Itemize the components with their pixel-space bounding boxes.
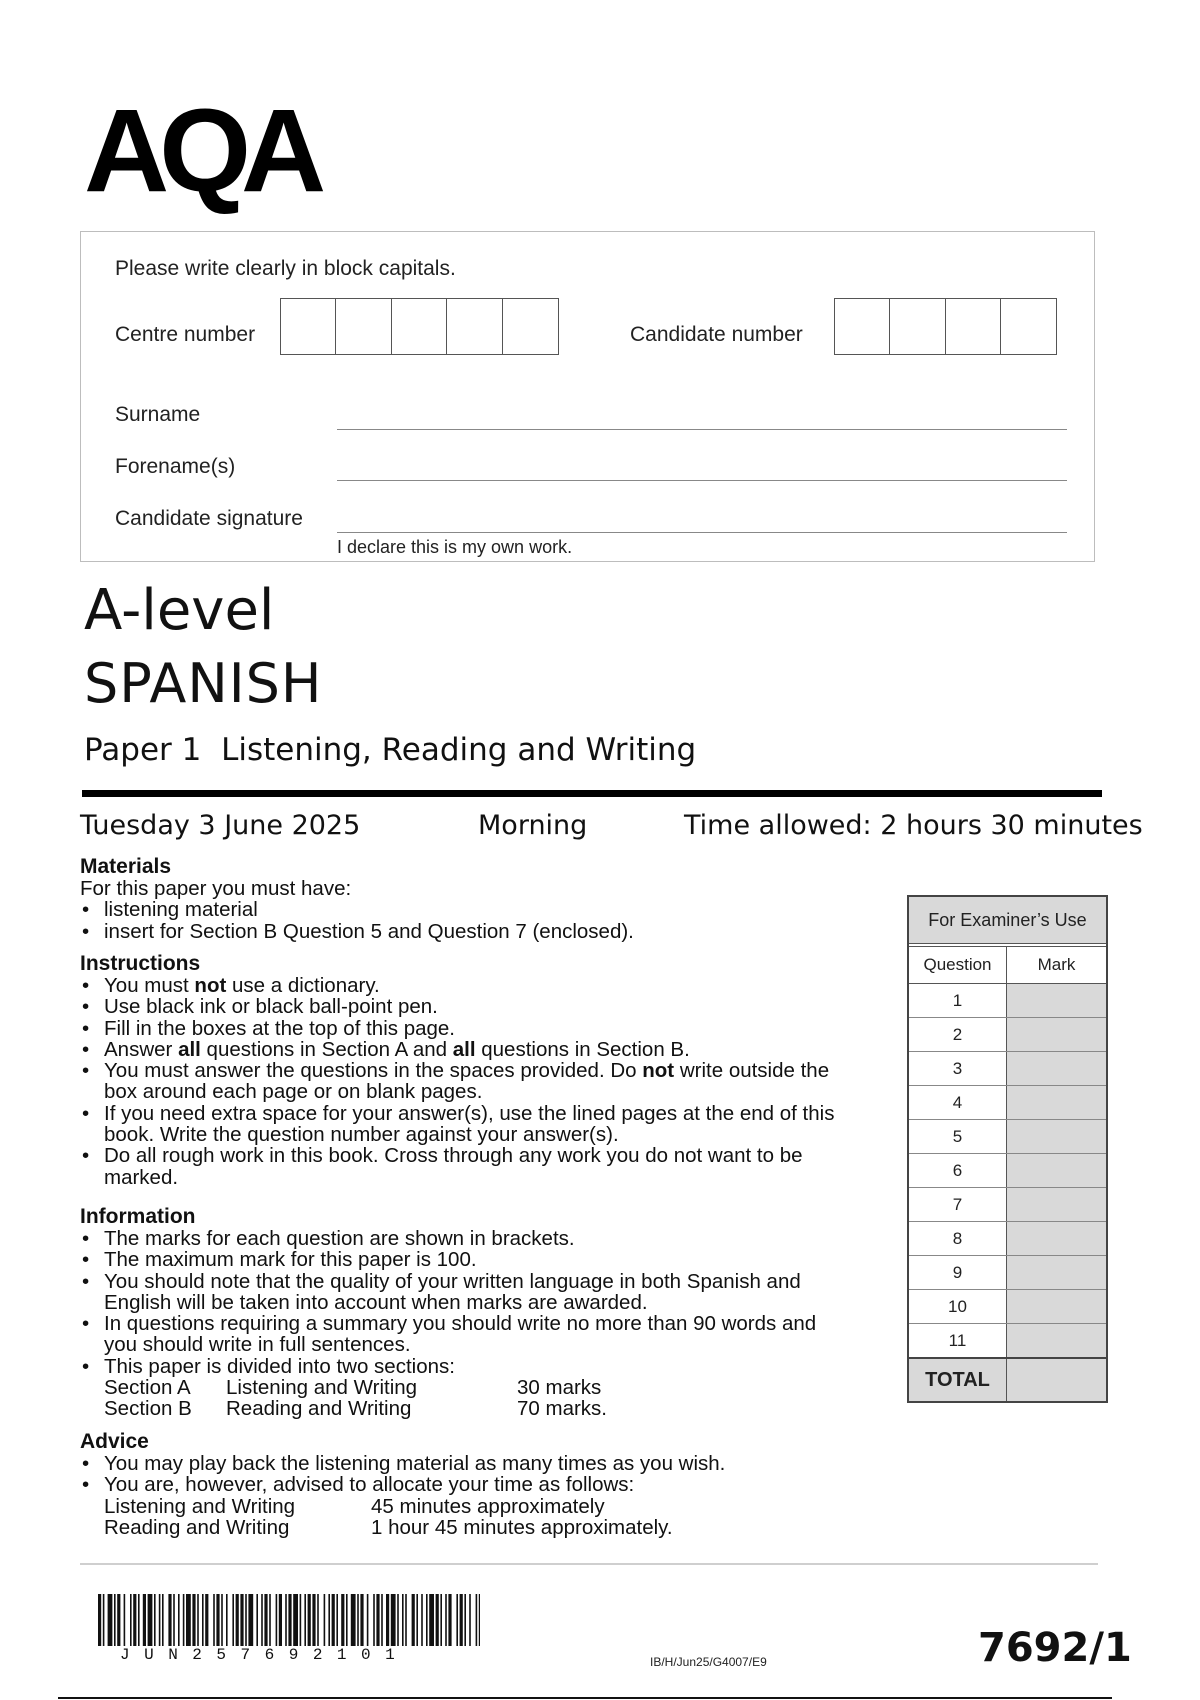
mark-cell (1007, 984, 1106, 1017)
materials-intro: For this paper you must have: (80, 877, 352, 900)
examiner-table-row: 10 (909, 1290, 1106, 1324)
page-bottom-rule (58, 1697, 1112, 1699)
instruction-item: • If you need extra space for your answer(s), use the lined pages at the end of this book. Write the question number against your answer(s). (80, 1103, 870, 1146)
information-item: • In questions requiring a summary you should write no more than 90 words and you should write in full sentences. (80, 1313, 870, 1356)
time-allowed: Time allowed: 2 hours 30 minutes (684, 810, 1143, 841)
surname-label: Surname (115, 403, 201, 426)
examiner-table-row: 2 (909, 1018, 1106, 1052)
materials-heading: Materials (80, 855, 172, 878)
mark-cell (1007, 1154, 1106, 1187)
paper-code: 7692/1 (978, 1625, 1132, 1671)
title-divider (82, 790, 1102, 797)
examiner-table-row: 1 (909, 984, 1106, 1018)
total-mark-cell (1007, 1359, 1106, 1401)
information-item: • The marks for each question are shown in brackets. (80, 1228, 870, 1249)
examiner-table-row: 11 (909, 1324, 1106, 1357)
forenames-label: Forename(s) (115, 455, 236, 478)
examiner-table-total-row (909, 1357, 1106, 1401)
instruction-item: • Do all rough work in this book. Cross through any work you do not want to be marked. (80, 1145, 870, 1188)
examiner-table-row: 5 (909, 1120, 1106, 1154)
signature-label: Candidate signature (115, 507, 303, 530)
centre-number-label: Centre number (115, 323, 256, 346)
signature-field[interactable] (337, 532, 1067, 533)
centre-number-digit-box[interactable] (280, 298, 337, 355)
examiner-table-row: 9 (909, 1256, 1106, 1290)
mark-column-header: Mark (1037, 955, 1076, 974)
section-breakdown-row: Section A Listening and Writing 30 marks (104, 1376, 602, 1400)
paper-title: Paper 1 Listening, Reading and Writing (84, 732, 697, 768)
candidate-number-label: Candidate number (630, 323, 803, 346)
mark-cell (1007, 1222, 1106, 1255)
centre-number-boxes (281, 298, 559, 355)
candidate-number-digit-box[interactable] (945, 298, 1002, 355)
time-allocation-row: Reading and Writing 1 hour 45 minutes approximately. (104, 1515, 673, 1539)
mark-cell (1007, 1188, 1106, 1221)
instruction-item: • Use black ink or black ball-point pen. (80, 996, 870, 1017)
information-item: • You should note that the quality of your written language in both Spanish and English will be taken into account when marks are awarded. (80, 1271, 870, 1314)
mark-cell (1007, 1018, 1106, 1051)
centre-number-digit-box[interactable] (502, 298, 559, 355)
mark-cell (1007, 1324, 1106, 1357)
instruction-item: • You must not use a dictionary. (80, 975, 870, 996)
time-allocation-row: Listening and Writing 45 minutes approximately (104, 1494, 605, 1518)
aqa-logo: AQA (84, 85, 317, 217)
exam-session: Morning (478, 810, 588, 841)
section-breakdown-row: Section B Reading and Writing 70 marks. (104, 1397, 607, 1421)
centre-number-digit-box[interactable] (335, 298, 392, 355)
exam-date: Tuesday 3 June 2025 (80, 810, 361, 841)
total-label: TOTAL (909, 1359, 1007, 1401)
advice-item: • You may play back the listening material as many times as you wish. (80, 1453, 870, 1474)
information-item: • This paper is divided into two sections: (80, 1356, 870, 1377)
information-heading: Information (80, 1205, 196, 1228)
qualification-level: A-level (84, 578, 275, 643)
subject-title: SPANISH (84, 652, 323, 715)
candidate-number-digit-box[interactable] (889, 298, 946, 355)
advice-item: • You are, however, advised to allocate your time as follows: (80, 1474, 870, 1495)
instruction-item: • Fill in the boxes at the top of this page. (80, 1018, 870, 1039)
centre-number-digit-box[interactable] (446, 298, 503, 355)
instructions-heading: Instructions (80, 952, 201, 975)
candidate-number-boxes (835, 298, 1057, 355)
materials-item: • listening material (80, 899, 870, 920)
examiner-table-row: 8 (909, 1222, 1106, 1256)
mark-cell (1007, 1290, 1106, 1323)
candidate-number-digit-box[interactable] (834, 298, 891, 355)
materials-section (80, 856, 870, 942)
forenames-field[interactable] (337, 480, 1067, 481)
question-column-header: Question (909, 947, 1007, 983)
examiner-table-header-row (909, 947, 1106, 984)
block-capitals-instruction: Please write clearly in block capitals. (115, 257, 456, 280)
advice-section (80, 1431, 870, 1538)
mark-cell (1007, 1086, 1106, 1119)
instruction-item: • Answer all questions in Section A and all questions in Section B. (80, 1039, 870, 1060)
examiner-use-table (907, 895, 1108, 1403)
instructions-section (80, 953, 870, 1188)
examiner-table-row: 7 (909, 1188, 1106, 1222)
mark-cell (1007, 1256, 1106, 1289)
reference-code: IB/H/Jun25/G4007/E9 (650, 1655, 767, 1669)
centre-number-digit-box[interactable] (391, 298, 448, 355)
instruction-item: • You must answer the questions in the spaces provided. Do not write outside the box around each page or on blank pages. (80, 1060, 870, 1103)
examiner-table-row: 6 (909, 1154, 1106, 1188)
candidate-number-digit-box[interactable] (1000, 298, 1057, 355)
mark-cell (1007, 1120, 1106, 1153)
examiner-table-row: 4 (909, 1086, 1106, 1120)
advice-heading: Advice (80, 1430, 149, 1453)
declaration-text: I declare this is my own work. (337, 537, 573, 557)
barcode-number: JUN257692101 (120, 1646, 410, 1664)
barcode (98, 1594, 480, 1646)
examiner-table-row: 3 (909, 1052, 1106, 1086)
examiner-use-heading: For Examiner’s Use (909, 897, 1106, 944)
information-item: • The maximum mark for this paper is 100. (80, 1249, 870, 1270)
information-section (80, 1206, 870, 1420)
materials-item: • insert for Section B Question 5 and Question 7 (enclosed). (80, 921, 870, 942)
mark-cell (1007, 1052, 1106, 1085)
surname-field[interactable] (337, 429, 1067, 430)
footer-divider (80, 1563, 1098, 1565)
